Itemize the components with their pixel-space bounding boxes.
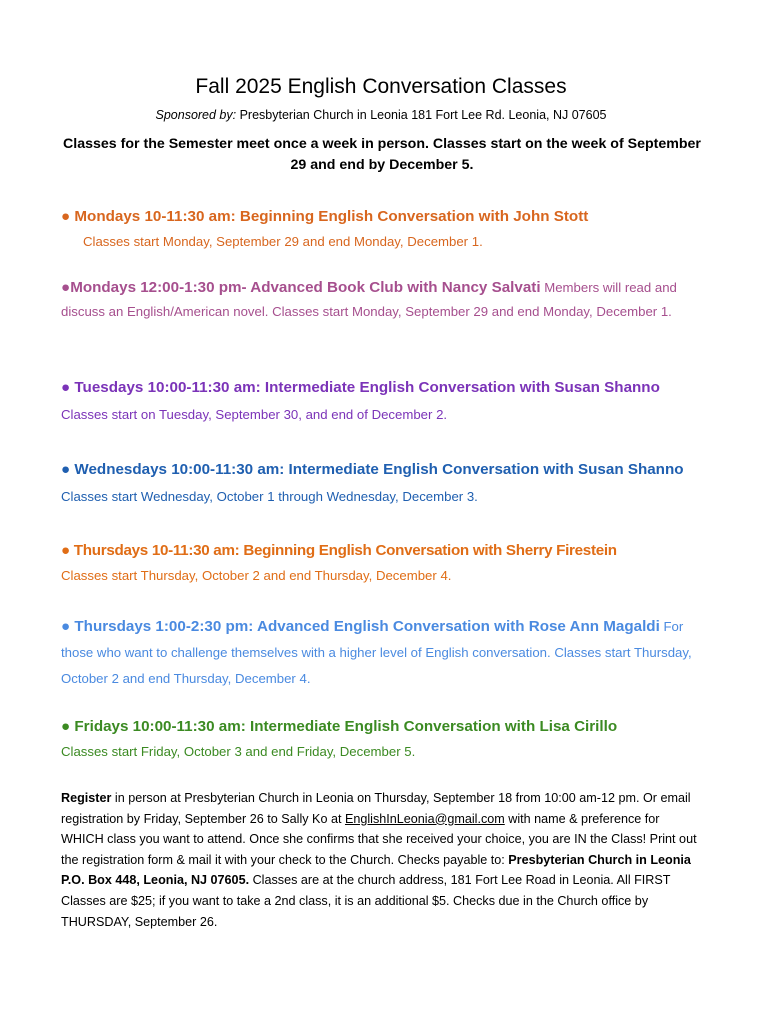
class-friday-intermediate: [61, 716, 701, 762]
sponsor-text: Presbyterian Church in Leonia 181 Fort Lee Rd. Leonia, NJ 07605: [236, 108, 607, 122]
class-description: Classes start Thursday, October 2 and end Thursday, December 4.: [61, 568, 452, 583]
class-thursday-advanced: [61, 614, 701, 692]
email-link[interactable]: EnglishInLeonia@gmail.com: [344, 811, 505, 826]
class-text: [61, 614, 701, 692]
class-heading-with: with: [543, 461, 574, 478]
class-description: Classes start Friday, October 3 and end Friday, December 5.: [61, 744, 416, 759]
class-heading: Wednesdays 10:00-11:30 am: Intermediate English Conversation: [70, 461, 544, 478]
bullet-icon: ●: [61, 542, 70, 559]
class-heading: ● Mondays 10-11:30 am: Beginning English Conversation with John Stott: [61, 208, 589, 225]
class-text: [61, 276, 701, 324]
class-text: [61, 456, 701, 510]
registration-info: Register in person at Presbyterian Church in Leonia on Thursday, September 18 from 10:00 am-12 pm. Or email registration by Friday, September 26 to Sally Ko at EnglishInLeonia@gmail.com with name & preference for WHICH class you want to attend. Once she confirms that she received your choice, you are IN the Class! Print out the registration form & mail it with your check to the Church. Checks payable to: Presbyterian Church in Leonia P.O. Box 448, Leonia, NJ 07605. Classes are at the church address, 181 Fort Lee Road in Leonia. All FIRST Classes are $25; if you want to take a 2nd class, it is an additional $5. Checks due in the Church office by THURSDAY, September 26.: [61, 791, 697, 929]
class-monday-beginning: [61, 206, 701, 252]
sponsor-label: Sponsored by:: [155, 108, 237, 122]
page-title: Fall 2025 English Conversation Classes: [195, 75, 567, 98]
class-heading-instructor: Susan Shanno: [573, 461, 684, 478]
bullet-icon: ●: [61, 208, 71, 225]
bullet-icon: ●: [61, 461, 71, 478]
class-heading: ● Fridays 10:00-11:30 am: Intermediate English Conversation with Lisa Cirillo: [61, 718, 618, 735]
class-heading: Thursdays 1:00-2:30 pm: Advanced English Conversation with Rose Ann Magaldi: [70, 618, 660, 635]
class-thursday-beginning: [61, 540, 701, 586]
class-description: Members will read and discuss an English/American novel. Classes start Monday, September 29 and end Monday, December 1.: [61, 280, 677, 319]
payee-address: Presbyterian Church in Leonia P.O. Box 448, Leonia, NJ 07605.: [61, 852, 691, 888]
class-monday-bookclub: [61, 276, 701, 324]
bullet-icon: ●: [61, 718, 71, 735]
sponsor-line: [0, 107, 762, 124]
bullet-icon: ●: [61, 379, 71, 396]
class-description: Classes start on Tuesday, September 30, and end of December 2.: [61, 407, 448, 422]
class-description: For those who want to challenge themselves with a higher level of English conversation. Classes start Thursday, October 2 and end Thursday, December 4.: [61, 619, 692, 686]
class-heading: ● Thursdays 10-11:30 am: Beginning English Conversation with Sherry Firestein: [61, 542, 617, 559]
bullet-icon: ●: [61, 618, 71, 635]
intro-text: Classes for the Semester meet once a week in person. Classes start on the week of September 29 and end by December 5.: [63, 136, 701, 173]
class-description: Classes start Monday, September 29 and end Monday, December 1.: [83, 234, 483, 249]
class-heading: Tuesdays 10:00-11:30 am: Intermediate English Conversation with Susan Shanno: [70, 379, 660, 396]
class-description: Classes start Wednesday, October 1 through Wednesday, December 3.: [61, 489, 478, 504]
register-label: Register: [61, 791, 112, 805]
class-text: [61, 374, 701, 428]
bullet-icon: ●: [61, 279, 71, 296]
class-tuesday-intermediate: [61, 374, 701, 428]
class-wednesday-intermediate: [61, 456, 701, 510]
class-heading: Mondays 12:00-1:30 pm- Advanced Book Club with Nancy Salvati: [70, 279, 541, 296]
